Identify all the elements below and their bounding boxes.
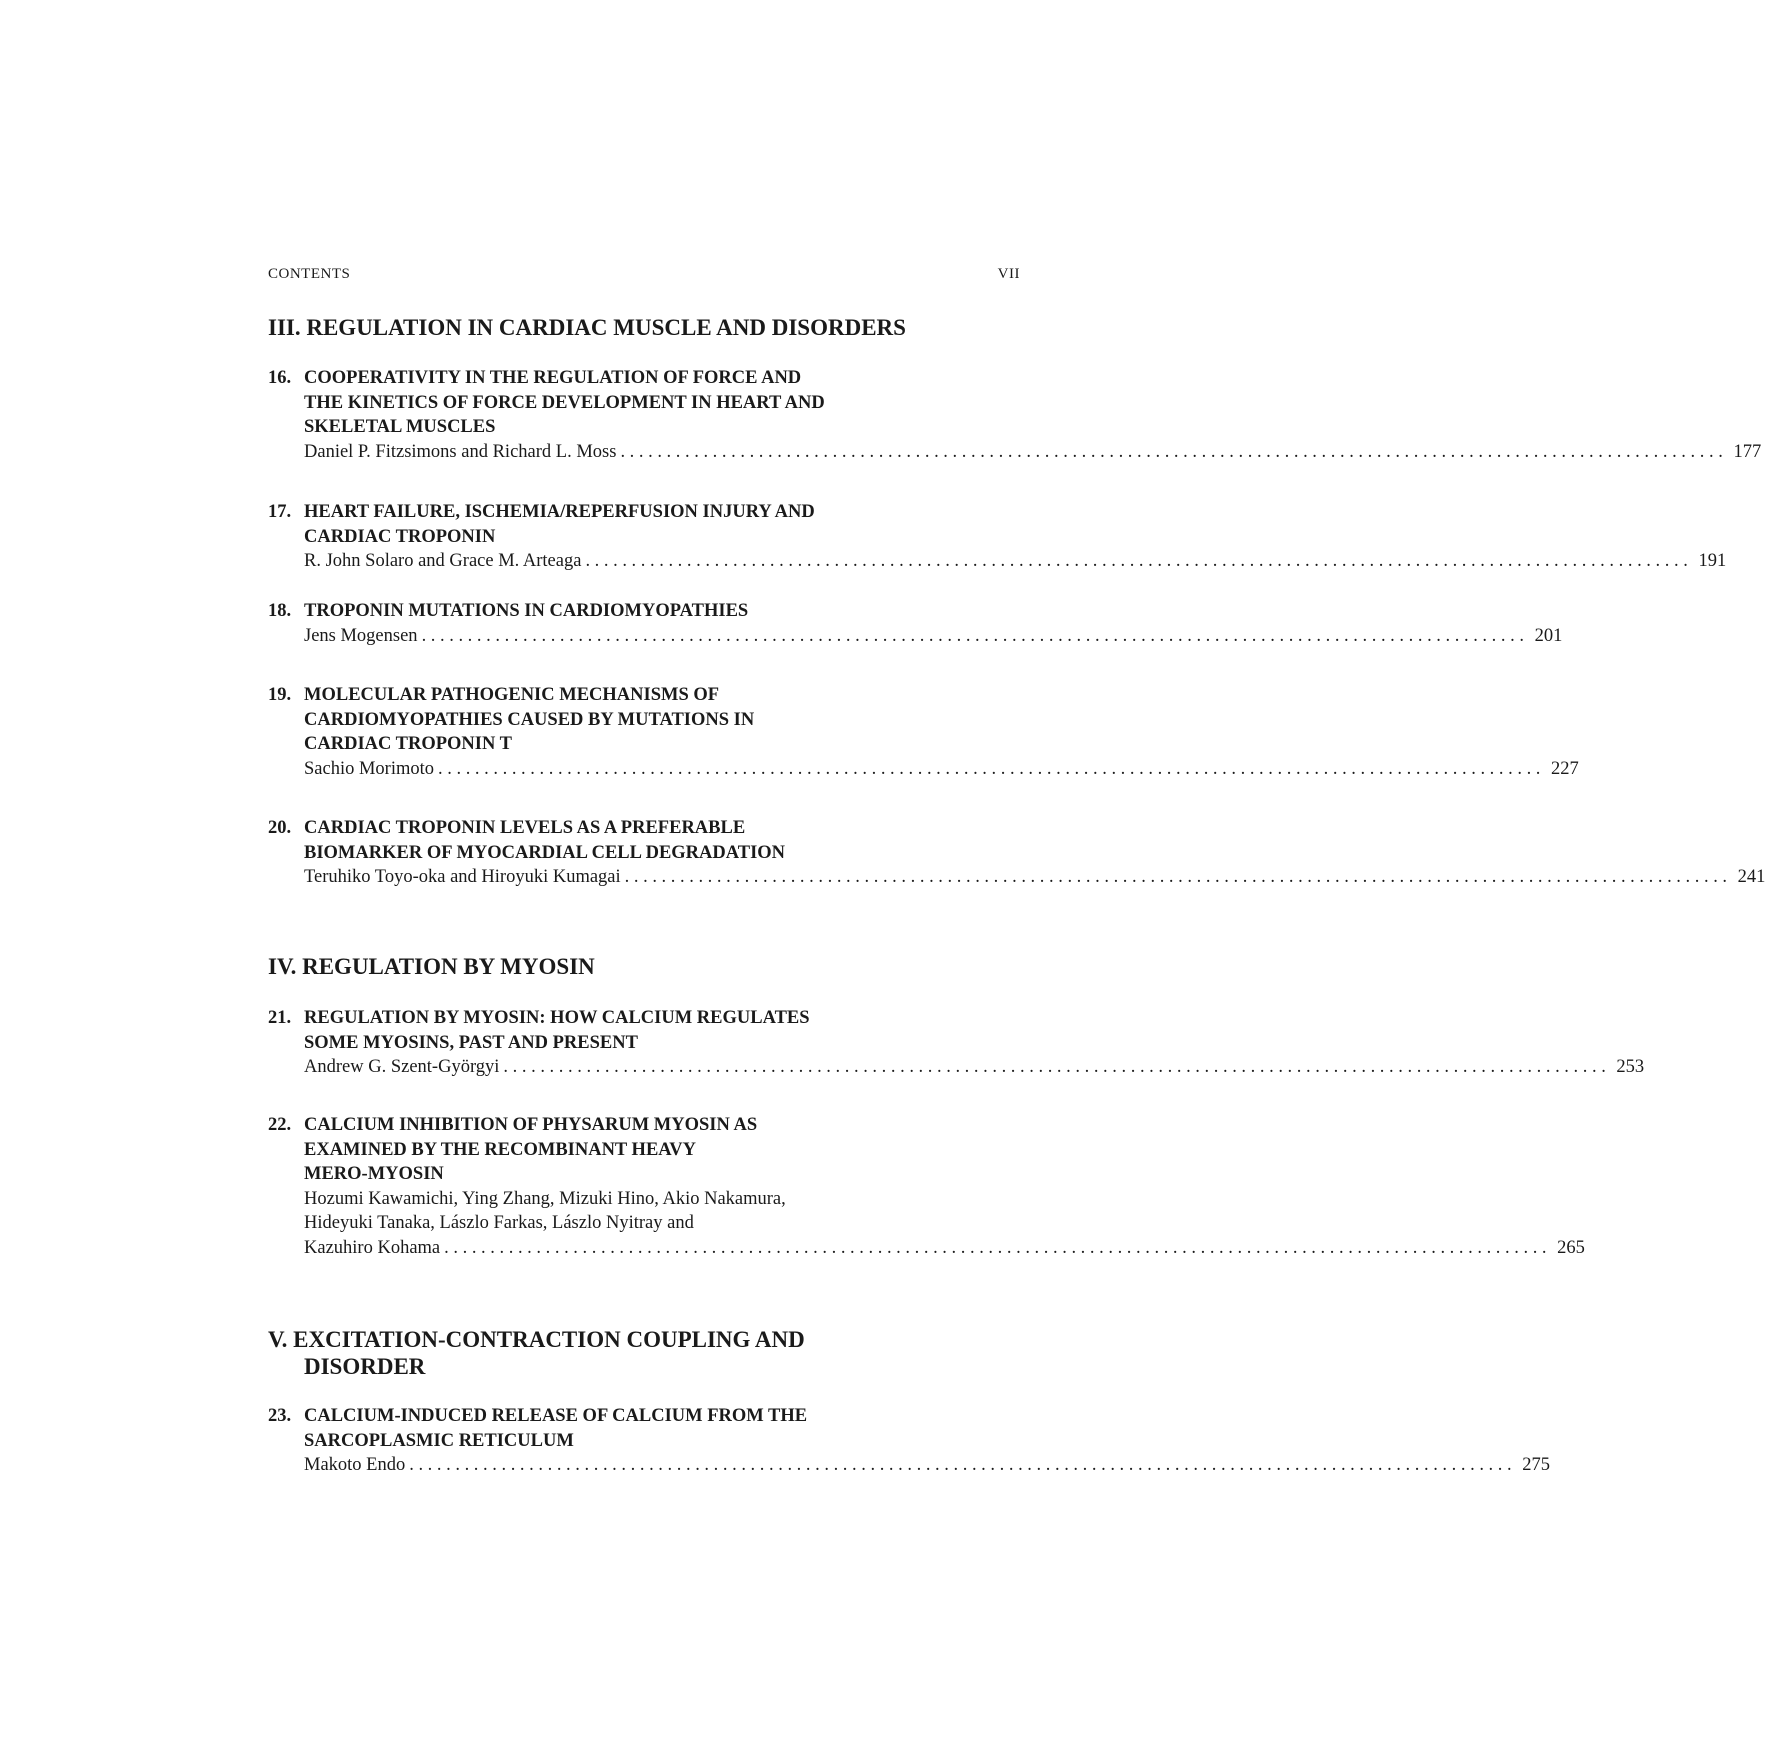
chapter-authors: Daniel P. Fitzsimons and Richard L. Moss	[304, 441, 617, 462]
chapter-page: 227	[1551, 758, 1579, 779]
toc-entry-17[interactable]	[268, 500, 1727, 574]
chapter-page: 241	[1737, 867, 1765, 887]
chapter-authors: Teruhiko Toyo-oka and Hiroyuki Kumagai	[304, 867, 621, 887]
chapter-title-line: CALCIUM INHIBITION OF PHYSARUM MYOSIN AS	[304, 1115, 758, 1135]
part-heading-iii	[268, 314, 906, 341]
chapter-page: 177	[1733, 441, 1762, 462]
chapter-title-line: MOLECULAR PATHOGENIC MECHANISMS OF	[304, 685, 720, 705]
part-heading-iv	[268, 953, 595, 980]
toc-entry-22[interactable]	[268, 1113, 1585, 1260]
dot-leader: ........................................................................................................................	[438, 758, 1546, 779]
part-number: III.	[268, 315, 301, 340]
chapter-page: 253	[1616, 1057, 1645, 1077]
dot-leader: ........................................................................................................................	[409, 1455, 1517, 1475]
chapter-page: 191	[1698, 551, 1727, 571]
chapter-title-line: CALCIUM-INDUCED RELEASE OF CALCIUM FROM THE	[304, 1406, 808, 1426]
part-title: REGULATION BY MYOSIN	[302, 954, 595, 979]
chapter-page: 275	[1522, 1455, 1550, 1475]
toc-entry-16[interactable]	[268, 366, 1762, 464]
chapter-title-line: CARDIAC TROPONIN	[304, 526, 496, 547]
toc-entry-21[interactable]	[268, 1006, 1645, 1080]
part-title-continued: DISORDER	[304, 1354, 426, 1379]
running-header	[268, 266, 1020, 283]
chapter-title-line: SKELETAL MUSCLES	[304, 417, 496, 437]
chapter-authors-line: Hideyuki Tanaka, Lászlo Farkas, Lászlo Nyitray and	[304, 1213, 694, 1233]
chapter-number: 18.	[268, 601, 292, 621]
chapter-authors: Jens Mogensen	[304, 625, 418, 646]
chapter-authors: Sachio Morimoto	[304, 758, 435, 779]
chapter-title-line: HEART FAILURE, ISCHEMIA/REPERFUSION INJURY AND	[304, 502, 815, 522]
chapter-authors: Kazuhiro Kohama	[304, 1237, 441, 1258]
chapter-number: 17.	[268, 502, 292, 522]
chapter-authors: Makoto Endo	[304, 1455, 406, 1475]
dot-leader: ........................................................................................................................	[585, 551, 1693, 571]
chapter-title-line: BIOMARKER OF MYOCARDIAL CELL DEGRADATION	[304, 842, 786, 863]
chapter-title-line: THE KINETICS OF FORCE DEVELOPMENT IN HEART AND	[304, 392, 825, 413]
part-heading-v	[268, 1326, 805, 1380]
running-header-title: CONTENTS	[268, 266, 351, 282]
chapter-title-line: TROPONIN MUTATIONS IN CARDIOMYOPATHIES	[304, 601, 749, 621]
chapter-title-line: EXAMINED BY THE RECOMBINANT HEAVY	[304, 1139, 696, 1160]
toc-entry-20[interactable]	[268, 816, 1765, 890]
page-number-roman: VII	[997, 266, 1020, 282]
toc-entry-19[interactable]	[268, 683, 1579, 781]
chapter-number: 16.	[268, 368, 292, 388]
part-number: IV.	[268, 954, 297, 979]
chapter-title-line: CARDIOMYOPATHIES CAUSED BY MUTATIONS IN	[304, 709, 755, 730]
chapter-title-line: COOPERATIVITY IN THE REGULATION OF FORCE AND	[304, 368, 802, 388]
toc-entry-23[interactable]	[268, 1404, 1550, 1478]
chapter-number: 20.	[268, 818, 292, 838]
chapter-number: 19.	[268, 685, 292, 705]
chapter-title-line: CARDIAC TROPONIN T	[304, 734, 512, 754]
chapter-page: 201	[1534, 625, 1563, 646]
chapter-authors-line: Hozumi Kawamichi, Ying Zhang, Mizuki Hino, Akio Nakamura,	[304, 1188, 786, 1209]
part-number: V.	[268, 1327, 288, 1352]
chapter-number: 21.	[268, 1008, 292, 1028]
dot-leader: ........................................................................................................................	[421, 625, 1529, 646]
chapter-page: 265	[1557, 1237, 1585, 1258]
chapter-number: 22.	[268, 1115, 292, 1135]
chapter-authors: R. John Solaro and Grace M. Arteaga	[304, 551, 582, 571]
dot-leader: ........................................................................................................................	[444, 1237, 1552, 1258]
dot-leader: ........................................................................................................................	[624, 867, 1732, 887]
dot-leader: ........................................................................................................................	[620, 441, 1728, 462]
chapter-number: 23.	[268, 1406, 292, 1426]
chapter-title-line: MERO-MYOSIN	[304, 1164, 444, 1184]
toc-entry-18[interactable]	[268, 599, 1563, 648]
part-title: EXCITATION-CONTRACTION COUPLING AND	[293, 1327, 805, 1352]
chapter-title-line: SOME MYOSINS, PAST AND PRESENT	[304, 1032, 638, 1053]
chapter-authors: Andrew G. Szent-Györgyi	[304, 1057, 500, 1077]
dot-leader: ........................................................................................................................	[503, 1057, 1611, 1077]
chapter-title-line: REGULATION BY MYOSIN: HOW CALCIUM REGULATES	[304, 1008, 810, 1028]
chapter-title-line: CARDIAC TROPONIN LEVELS AS A PREFERABLE	[304, 818, 746, 838]
chapter-title-line: SARCOPLASMIC RETICULUM	[304, 1430, 574, 1451]
part-title: REGULATION IN CARDIAC MUSCLE AND DISORDERS	[306, 315, 906, 340]
